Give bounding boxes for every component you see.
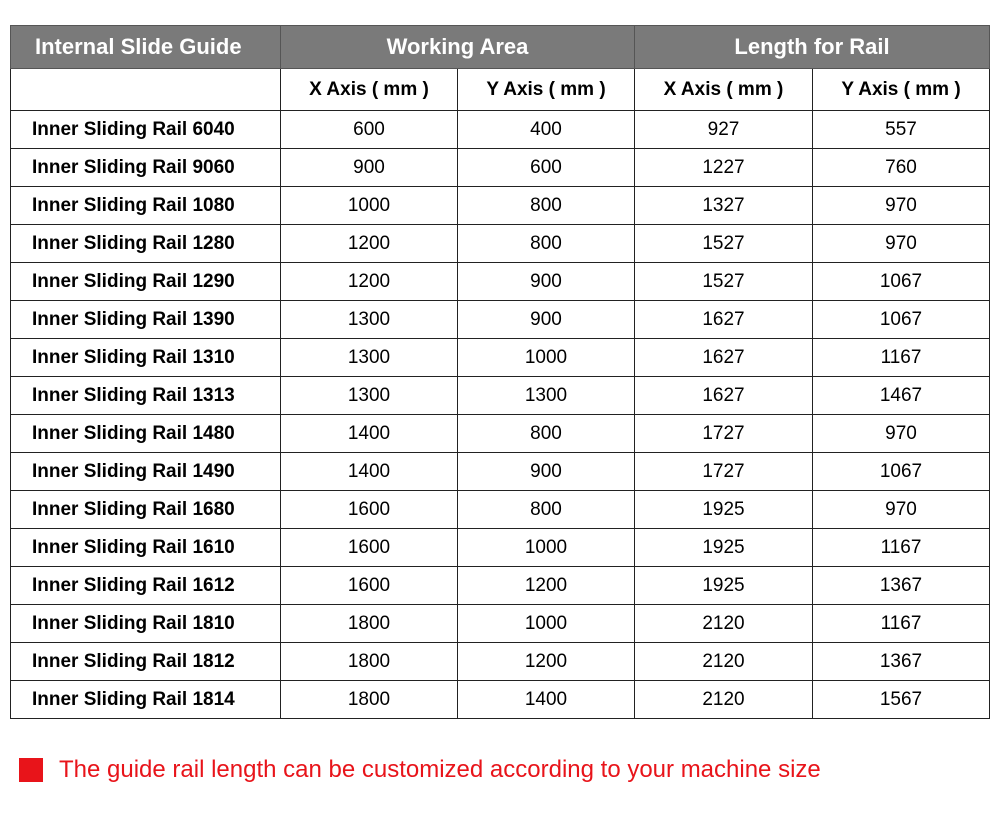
- rail-x-cell: 1527: [635, 225, 813, 263]
- rail-y-cell: 1367: [813, 567, 990, 605]
- table-header-row: [11, 26, 990, 69]
- rail-name-cell: Inner Sliding Rail 1480: [11, 415, 281, 453]
- working-x-cell: 1800: [281, 681, 458, 719]
- rail-name-cell: Inner Sliding Rail 1810: [11, 605, 281, 643]
- rail-name-cell: Inner Sliding Rail 1313: [11, 377, 281, 415]
- rail-name-cell: Inner Sliding Rail 1612: [11, 567, 281, 605]
- table-row: [11, 263, 990, 301]
- subheader-blank: [11, 69, 281, 111]
- rail-name-cell: Inner Sliding Rail 1080: [11, 187, 281, 225]
- rail-x-cell: 2120: [635, 681, 813, 719]
- subheader-rail-x: X Axis ( mm ): [635, 69, 813, 111]
- table-row: [11, 225, 990, 263]
- note-text: The guide rail length can be customized according to your machine size: [59, 756, 821, 783]
- rail-x-cell: 1925: [635, 529, 813, 567]
- customization-note: [19, 756, 821, 784]
- rail-y-cell: 557: [813, 111, 990, 149]
- rail-x-cell: 927: [635, 111, 813, 149]
- table-row: [11, 567, 990, 605]
- working-x-cell: 1000: [281, 187, 458, 225]
- working-y-cell: 1000: [458, 605, 635, 643]
- table-row: [11, 529, 990, 567]
- table-row: [11, 681, 990, 719]
- rail-x-cell: 1627: [635, 377, 813, 415]
- working-x-cell: 1600: [281, 567, 458, 605]
- rail-name-cell: Inner Sliding Rail 1310: [11, 339, 281, 377]
- rail-name-cell: Inner Sliding Rail 9060: [11, 149, 281, 187]
- rail-y-cell: 760: [813, 149, 990, 187]
- red-square-icon: [19, 758, 43, 782]
- working-y-cell: 1200: [458, 643, 635, 681]
- rail-y-cell: 1167: [813, 339, 990, 377]
- table-row: [11, 187, 990, 225]
- rail-name-cell: Inner Sliding Rail 1490: [11, 453, 281, 491]
- table-row: [11, 415, 990, 453]
- header-model: Internal Slide Guide: [11, 26, 281, 69]
- rail-y-cell: 1567: [813, 681, 990, 719]
- table-row: [11, 339, 990, 377]
- subheader-wa-y: Y Axis ( mm ): [458, 69, 635, 111]
- working-x-cell: 1800: [281, 605, 458, 643]
- rail-name-cell: Inner Sliding Rail 6040: [11, 111, 281, 149]
- rail-x-cell: 1527: [635, 263, 813, 301]
- header-length-for-rail: Length for Rail: [635, 26, 990, 69]
- subheader-wa-x: X Axis ( mm ): [281, 69, 458, 111]
- rail-spec-table: [10, 25, 990, 719]
- working-x-cell: 900: [281, 149, 458, 187]
- rail-x-cell: 1925: [635, 491, 813, 529]
- rail-name-cell: Inner Sliding Rail 1680: [11, 491, 281, 529]
- working-y-cell: 800: [458, 491, 635, 529]
- working-y-cell: 900: [458, 453, 635, 491]
- working-x-cell: 600: [281, 111, 458, 149]
- rail-x-cell: 1925: [635, 567, 813, 605]
- table-row: [11, 149, 990, 187]
- working-x-cell: 1300: [281, 301, 458, 339]
- rail-y-cell: 1067: [813, 263, 990, 301]
- rail-x-cell: 1327: [635, 187, 813, 225]
- rail-x-cell: 1727: [635, 453, 813, 491]
- working-x-cell: 1800: [281, 643, 458, 681]
- working-y-cell: 800: [458, 187, 635, 225]
- rail-x-cell: 1627: [635, 301, 813, 339]
- table-row: [11, 301, 990, 339]
- header-working-area: Working Area: [281, 26, 635, 69]
- working-x-cell: 1600: [281, 491, 458, 529]
- working-y-cell: 600: [458, 149, 635, 187]
- rail-name-cell: Inner Sliding Rail 1812: [11, 643, 281, 681]
- rail-y-cell: 1367: [813, 643, 990, 681]
- working-x-cell: 1200: [281, 263, 458, 301]
- table-subheader-row: [11, 69, 990, 111]
- working-y-cell: 400: [458, 111, 635, 149]
- rail-y-cell: 970: [813, 225, 990, 263]
- rail-y-cell: 1067: [813, 301, 990, 339]
- table-row: [11, 377, 990, 415]
- table-row: [11, 643, 990, 681]
- working-y-cell: 800: [458, 225, 635, 263]
- rail-y-cell: 970: [813, 187, 990, 225]
- rail-y-cell: 970: [813, 491, 990, 529]
- rail-name-cell: Inner Sliding Rail 1280: [11, 225, 281, 263]
- table-row: [11, 491, 990, 529]
- table-row: [11, 605, 990, 643]
- working-y-cell: 1300: [458, 377, 635, 415]
- working-y-cell: 1000: [458, 339, 635, 377]
- table-body: [11, 111, 990, 719]
- working-x-cell: 1300: [281, 339, 458, 377]
- working-y-cell: 1400: [458, 681, 635, 719]
- rail-name-cell: Inner Sliding Rail 1290: [11, 263, 281, 301]
- rail-y-cell: 1167: [813, 605, 990, 643]
- working-x-cell: 1400: [281, 453, 458, 491]
- rail-name-cell: Inner Sliding Rail 1390: [11, 301, 281, 339]
- rail-y-cell: 970: [813, 415, 990, 453]
- rail-x-cell: 2120: [635, 643, 813, 681]
- table-row: [11, 453, 990, 491]
- subheader-rail-y: Y Axis ( mm ): [813, 69, 990, 111]
- working-y-cell: 1000: [458, 529, 635, 567]
- working-y-cell: 900: [458, 263, 635, 301]
- working-x-cell: 1300: [281, 377, 458, 415]
- working-y-cell: 800: [458, 415, 635, 453]
- rail-x-cell: 1627: [635, 339, 813, 377]
- working-x-cell: 1400: [281, 415, 458, 453]
- working-y-cell: 900: [458, 301, 635, 339]
- rail-y-cell: 1167: [813, 529, 990, 567]
- working-y-cell: 1200: [458, 567, 635, 605]
- table-row: [11, 111, 990, 149]
- rail-name-cell: Inner Sliding Rail 1610: [11, 529, 281, 567]
- working-x-cell: 1200: [281, 225, 458, 263]
- working-x-cell: 1600: [281, 529, 458, 567]
- rail-x-cell: 1227: [635, 149, 813, 187]
- rail-name-cell: Inner Sliding Rail 1814: [11, 681, 281, 719]
- rail-y-cell: 1467: [813, 377, 990, 415]
- rail-x-cell: 1727: [635, 415, 813, 453]
- rail-x-cell: 2120: [635, 605, 813, 643]
- rail-y-cell: 1067: [813, 453, 990, 491]
